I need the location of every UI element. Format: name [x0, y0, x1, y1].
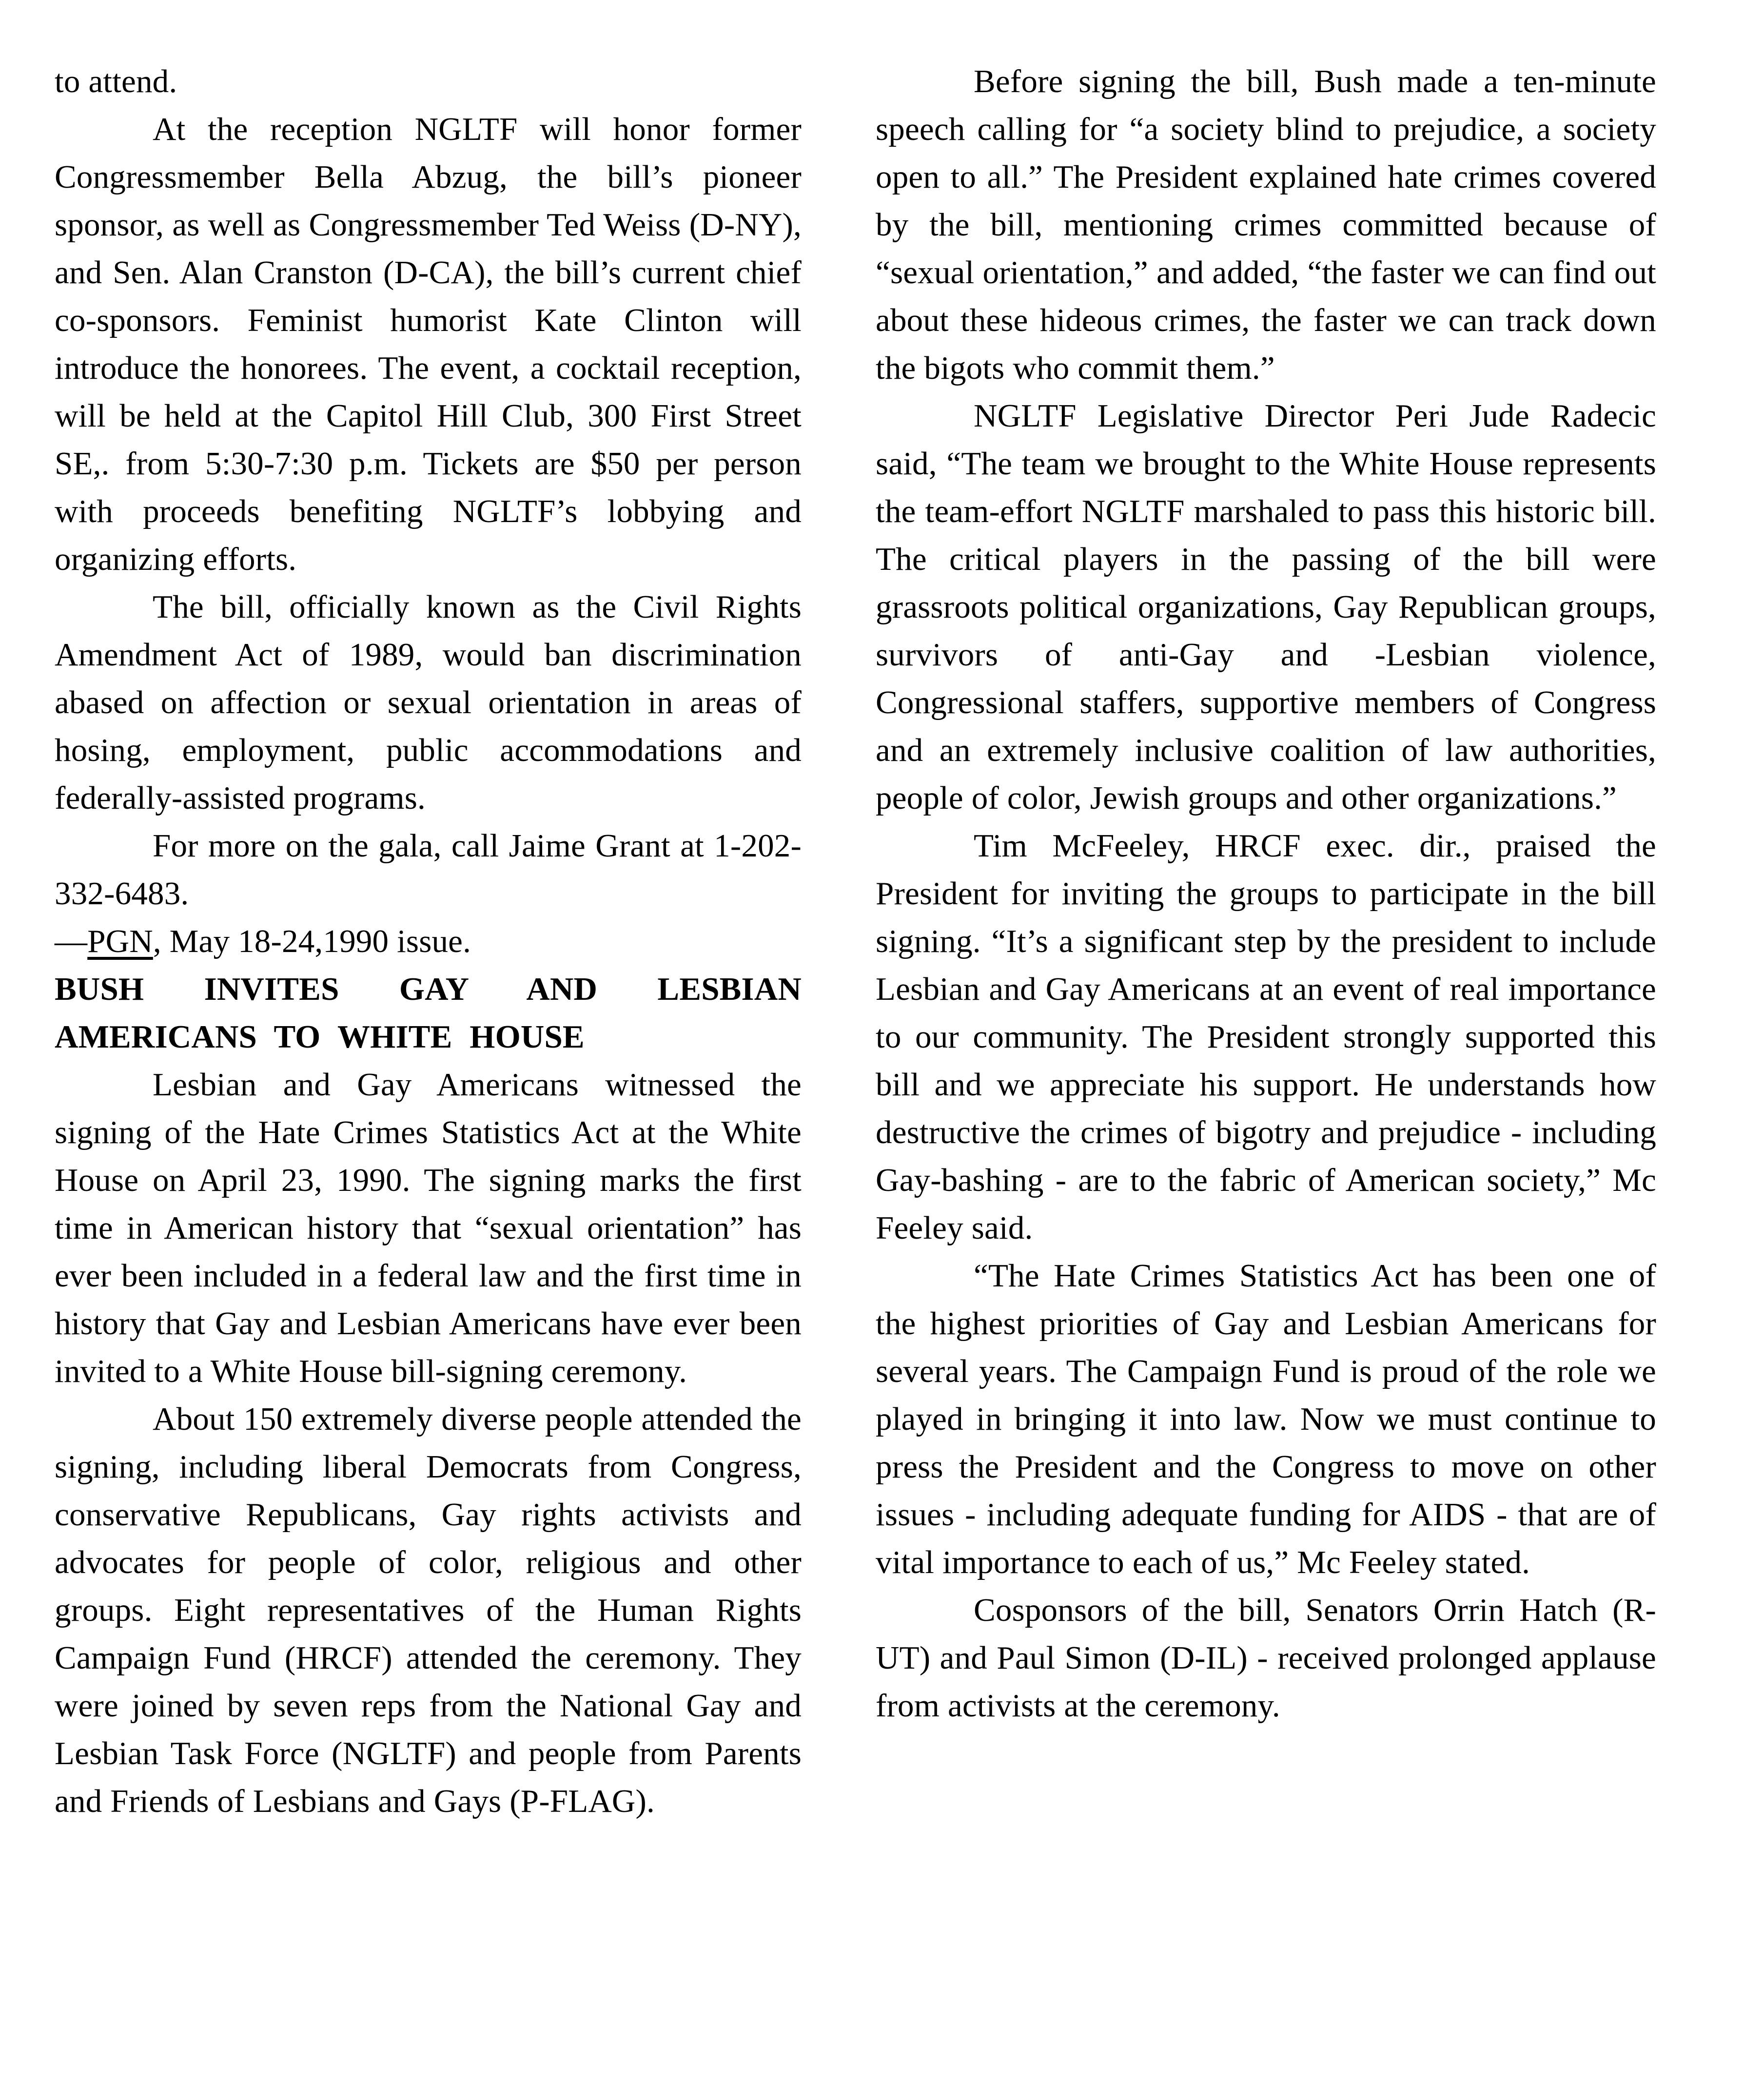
- continuation-text: to attend.: [55, 63, 177, 99]
- body-paragraph: “The Hate Crimes Statistics Act has been one of the highest priorities of Gay and Lesbian Americans for several years. The Campaign Fund is proud of the role we played in bringing it into law. Now we must continue to press the President and the Congress to move on other issues - including adequate funding for AIDS - that are of vital importance to each of us,” Mc Feeley stated.: [876, 1258, 1656, 1580]
- body-paragraph: Cosponsors of the bill, Senators Orrin Hatch (R-UT) and Paul Simon (D-IL) - received prolonged applause from activists at the ceremony.: [876, 1592, 1656, 1724]
- left-column: [55, 58, 802, 2100]
- body-paragraph: Before signing the bill, Bush made a ten-minute speech calling for “a society blind to prejudice, a society open to all.” The President explained hate crimes covered by the bill, mentioning crimes committed because of “sexual orientation,” and added, “the faster we can find out about these hideous crimes, the faster we can track down the bigots who commit them.”: [876, 63, 1656, 386]
- attribution-suffix: , May 18-24,1990 issue.: [153, 923, 471, 959]
- em-dash: —: [55, 923, 88, 959]
- body-paragraph: NGLTF Legislative Director Peri Jude Radecic said, “The team we brought to the White House represents the team-effort NGLTF marshaled to pass this historic bill. The critical players in the passing of the bill were grassroots political organizations, Gay Republican groups, survivors of anti-Gay and -Lesbian violence, Congressional staffers, supportive members of Congress and an extremely inclusive coalition of law authorities, people of color, Jewish groups and other organizations.”: [876, 398, 1656, 816]
- body-paragraph: About 150 extremely diverse people attended the signing, including liberal Democrats from Congress, conservative Republicans, Gay rights activists and advocates for people of color, religious and other groups. Eight representatives of the Human Rights Campaign Fund (HRCF) attended the ceremony. They were joined by seven reps from the National Gay and Lesbian Task Force (NGLTF) and people from Parents and Friends of Lesbians and Gays (P-FLAG).: [55, 1401, 802, 1819]
- body-paragraph: For more on the gala, call Jaime Grant at 1-202-332-6483.: [55, 828, 802, 912]
- article-headline: BUSH INVITES GAY AND LESBIAN AMERICANS TO WHITE HOUSE: [55, 971, 802, 1055]
- right-column: [876, 58, 1656, 2100]
- body-paragraph: Tim McFeeley, HRCF exec. dir., praised the President for inviting the groups to participate in the bill signing. “It’s a significant step by the president to include Lesbian and Gay Americans at an event of real importance to our community. The President strongly supported this bill and we appreciate his support. He understands how destructive the crimes of bigotry and prejudice - including Gay-bashing - are to the fabric of American society,” Mc Feeley said.: [876, 828, 1656, 1246]
- attribution-line: [55, 917, 802, 965]
- body-paragraph: The bill, officially known as the Civil Rights Amendment Act of 1989, would ban discrimination abased on affection or sexual orientation in areas of hosing, employment, public accommodations and federally-assisted programs.: [55, 589, 802, 816]
- body-paragraph: Lesbian and Gay Americans witnessed the signing of the Hate Crimes Statistics Act at the White House on April 23, 1990. The signing marks the first time in American history that “sexual orientation” has ever been included in a federal law and the first time in history that Gay and Lesbian Americans have ever been invited to a White House bill-signing ceremony.: [55, 1067, 802, 1389]
- pgn-source: PGN: [87, 923, 153, 959]
- body-paragraph: At the reception NGLTF will honor former Congressmember Bella Abzug, the bill’s pioneer sponsor, as well as Congressmember Ted Weiss (D-NY), and Sen. Alan Cranston (D-CA), the bill’s current chief co-sponsors. Feminist humorist Kate Clinton will introduce the honorees. The event, a cocktail reception, will be held at the Capitol Hill Club, 300 First Street SE,. from 5:30-7:30 p.m. Tickets are $50 per person with proceeds benefiting NGLTF’s lobbying and organizing efforts.: [55, 111, 802, 577]
